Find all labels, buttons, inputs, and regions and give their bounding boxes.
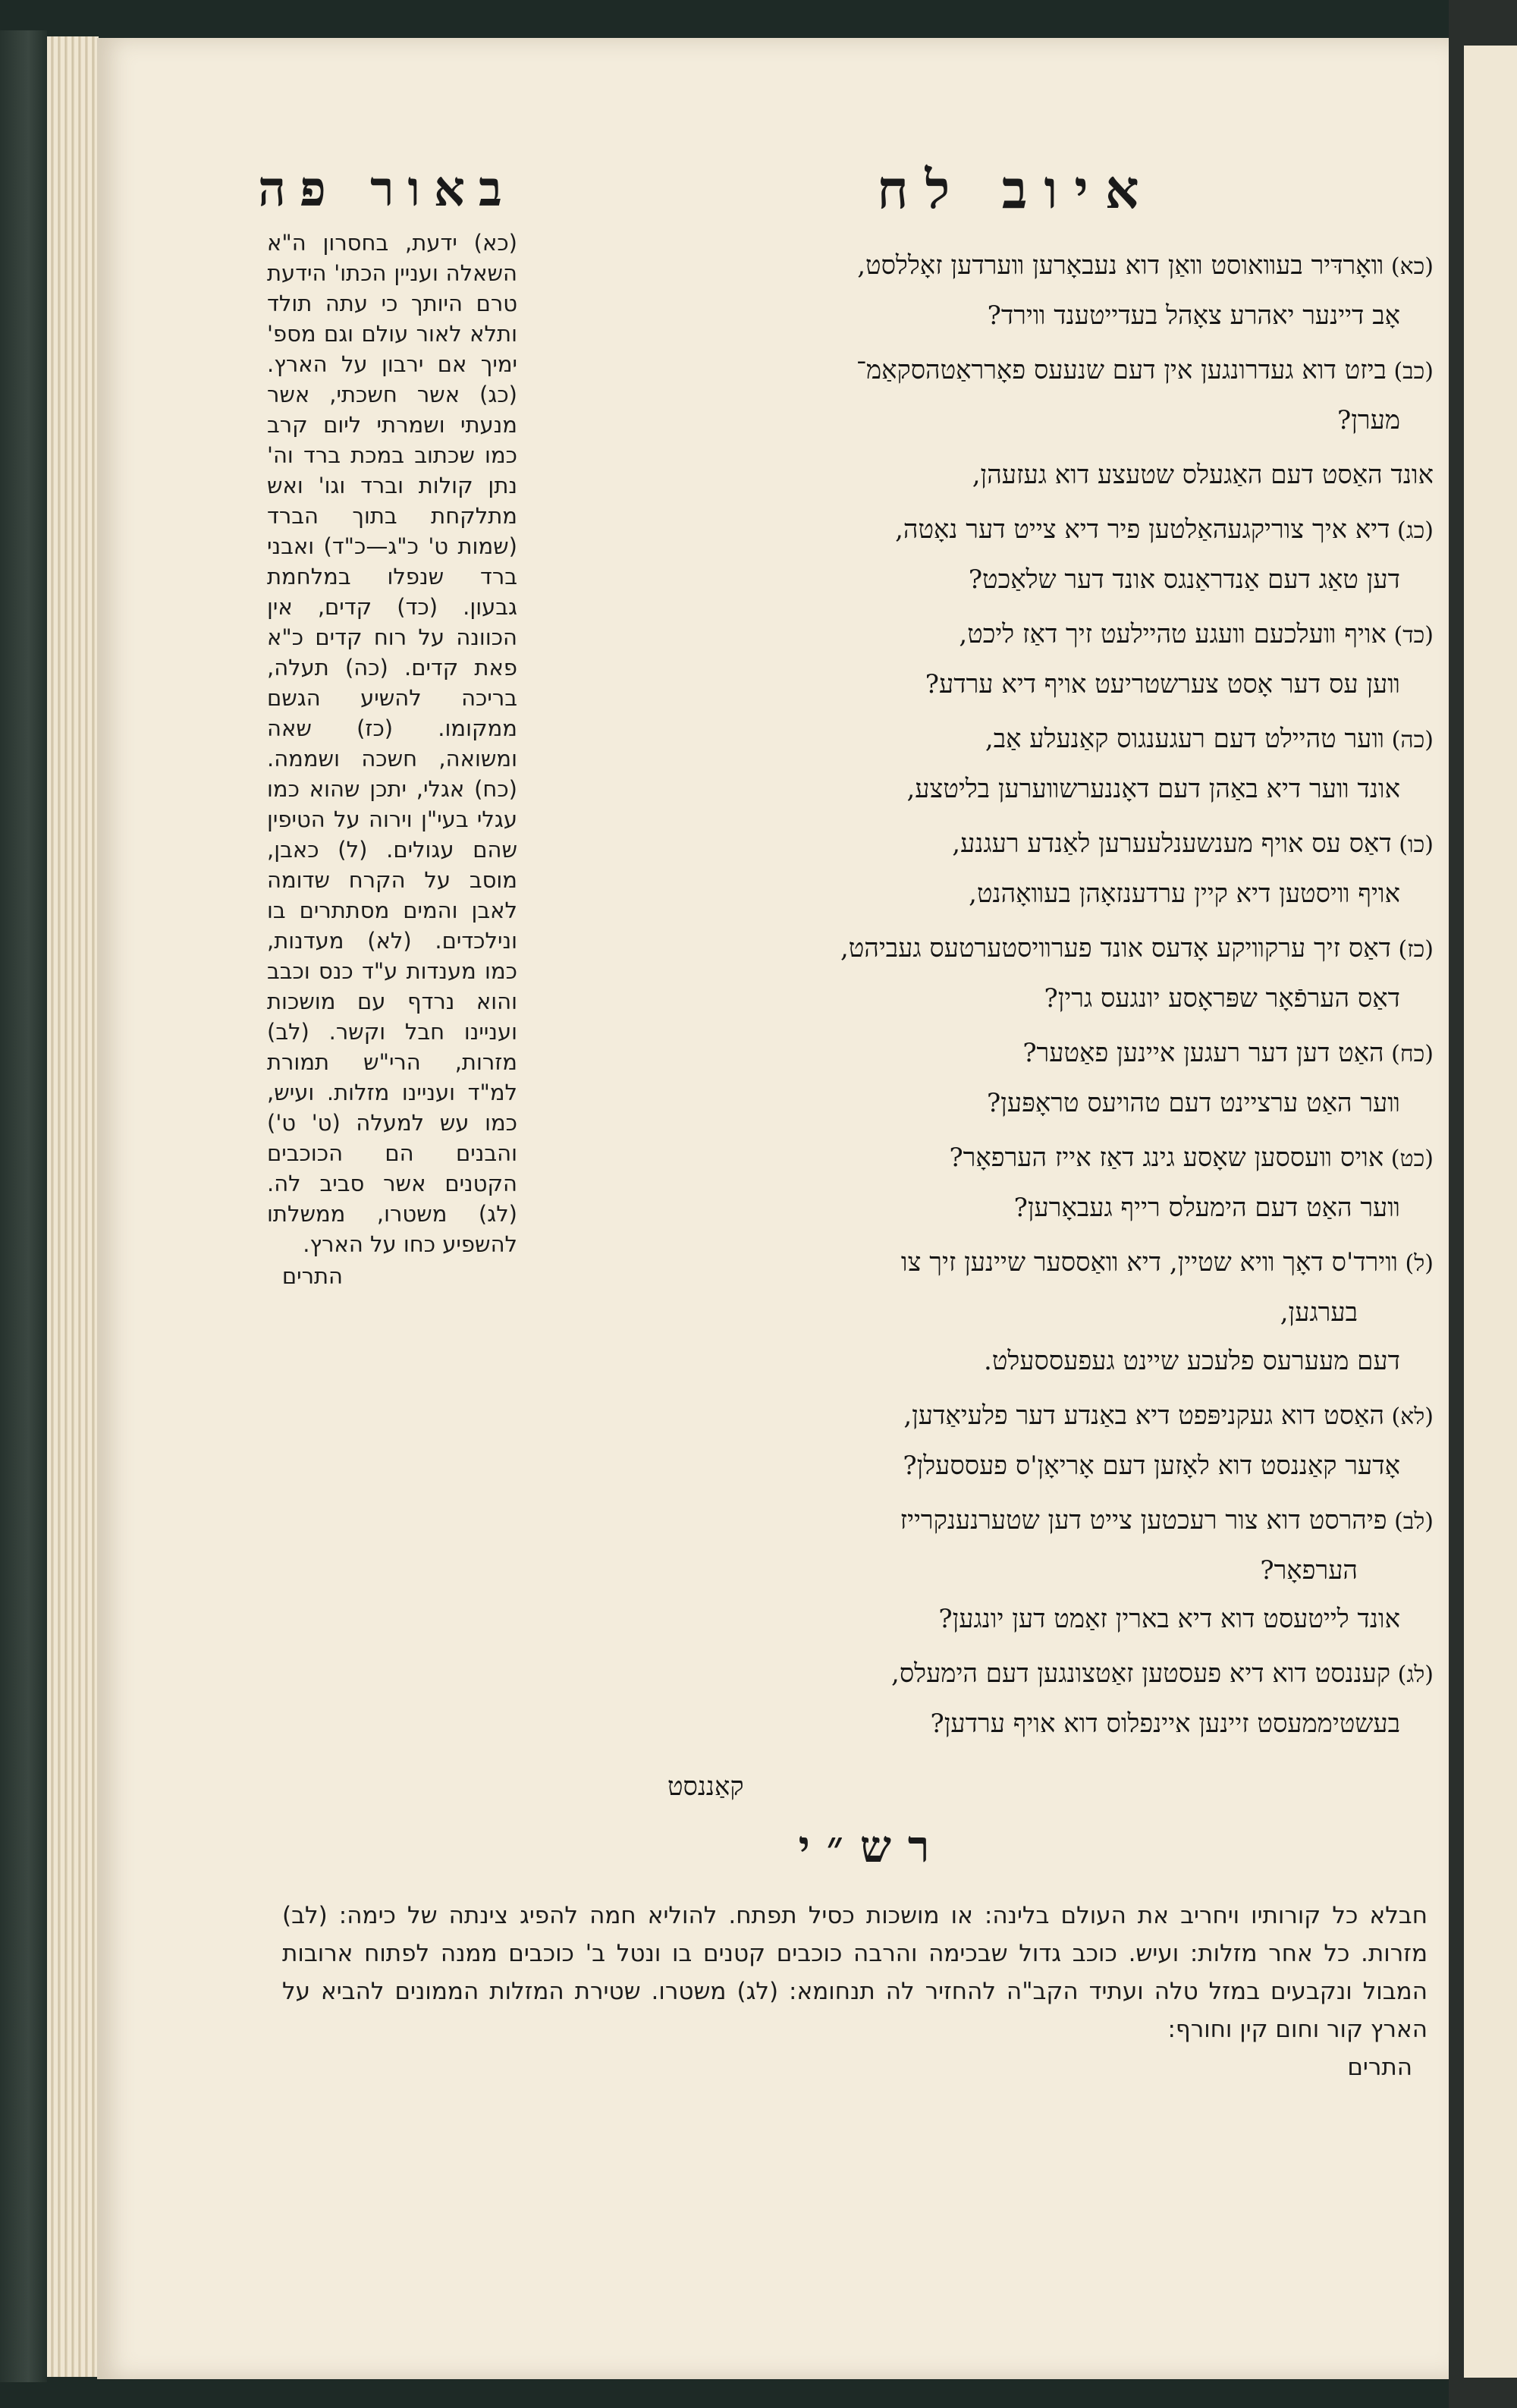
rashi-commentary [282,1897,1427,2086]
verse-line: װען עס דער אָסט צערשטריעט אויף דיא ערדע? [925,669,1400,699]
verse-line: װאָרדּיר בעװאוסט װאַן דוא נעבאָרען װערדען זאָללסט, [857,250,1384,281]
verse-line: דאַס זיך ערקװיקע אָדעס אונד פערװיסטערטעס געביהט, [840,933,1392,964]
verse-line: דיא איך צוריקגעהאַלטען פיר דיא צייט דער נאָטה, [895,514,1390,545]
verse-line: מערן? [1337,405,1400,435]
verse-number: (ל) [1398,1250,1434,1277]
verse-number: (כה) [1384,727,1434,753]
verse [637,610,1434,709]
verse-number: (לג) [1390,1661,1434,1688]
verse-line: קעננסט דוא דיא פעסטען זאַטצונגען דעם הימעלס, [891,1658,1391,1689]
verse-line: פיהרסט דוא צור רעכטען צייט דען שטערנענקרייז [900,1505,1387,1536]
verse-line: הערפאָר? [1260,1555,1358,1586]
verse [637,1649,1434,1748]
verse-line: אָדער קאַננסט דוא לאָזען דעם אָריאָן'ס פעססעלן? [903,1451,1400,1481]
verse-line: אונד װער דיא באַהן דעם דאָננערשװערען בליטצע, [906,774,1400,804]
commentary-text: (כא) ידעת, בחסרון ה"א השאלה ועניין הכתו' הידעת טרם היותך כי עתה תולד ותלא לאור עולם וגם מספ' ימיך אם ירבון על הארץ. (כג) אשר חשכתי, אשר מנעתי ושמרתי ליום קרב כמו שכתוב במכת ברד וה' נתן קולות וברד וגו' ואש מתלקחת בתוך הברד (שמות ט' כ"ג—כ"ד) ואבני ברד שנפלו במלחמת גבעון. (כד) קדים, אין הכוונה על רוח קדים כ"א פאת קדים. (כה) תעלה, בריכה להשיע הגשם ממקומו. (כז) שאה ומשואה, חשכה ושממה. (כח) אגלי, יתכן שהוא כמו עגלי בעי"ן וירוה על הטיפין שהם עגולים. (ל) כאבן, מוסב על הקרח שדומה לאבן והמים מסתתרים בו ונילכדים. (לא) מעדנות, כמו מענדות ע"ד כנס וכבב והוא נרדף עם מושכות ועניינו חבל וקשר. (לב) מזרות, הרי"ש תמורת למ"ד ועניינו מזלות. ועיש, כמו עש למעלה (ט' ט') והבנים הם הכוכבים הקטנים אשר סביב לה. (לג) משטרו, ממשלתו להשפיע כחו על הארץ. [267,230,517,1257]
verse [637,1238,1434,1385]
verse-line: דאַס עס אויף מענשענלעערען לאַנדע רעגנע, [952,828,1392,859]
facing-page-edge [1464,46,1517,2378]
rashi-heading: רש״י [798,1821,947,1872]
verse-line: אויף װעלכעם װעגע טהיילעט זיך דאַז ליכט, [959,619,1387,649]
verse [637,451,1434,499]
verse-number: (לב) [1387,1508,1434,1535]
page-edges [47,36,99,2377]
verse-line: ביזט דוא געדרונגען אין דעם שנעעס פאָרראַטהסקאַמ־ [856,355,1387,385]
verse-line: װער טהיילט דעם רעגענגוס קאַנעלע אַב, [985,724,1385,754]
rashi-catchword: התרים [1347,2054,1412,2081]
verse [637,819,1434,918]
page-header-commentary: באור פה [258,161,516,218]
verse-line: װער האַט ערציינט דעם טהויעס טראָפּען? [986,1088,1400,1118]
verse [637,1133,1434,1232]
verse [637,715,1434,813]
verse-line: אויף װיסטען דיא קיין ערדענזאָהן בעװאָהנט, [969,879,1400,909]
verse-number: (כו) [1391,831,1434,858]
verse-number: (לא) [1384,1404,1434,1430]
commentary-column [267,228,517,1291]
book-cover-edge [0,30,47,2382]
rashi-text: חבלא כל קורותיו ויחריב את העולם בלינה: או מושכות כסיל תפתח. להוליא חמה להפיג צינתה של כימה: (לב) מזרות. כל אחר מזלות: ועיש. כוכב גדול שבכימה והרבה כוכבים קטנים בו ונטל ב' כוכבים ממנה לפתוח ארובות המבול ונקבעים במזל טלה ועתיד הקב"ה להחזיר לה תנחומא: (לג) משטרו. שטירת המזלות הממונים להביא על הארץ קור וחום קין וחורף: [282,1902,1427,2043]
verse-number: (כט) [1384,1146,1434,1172]
verse-line: װער האַט דעם הימעלס רייף געבאָרען? [1013,1193,1400,1223]
verse [637,1496,1434,1643]
verse-line: דאַס הערפֿאָר שפּראָסע יונגעס גרין? [1044,983,1400,1014]
verse-line: דען טאַג דעם אַנדראַנגס אונד דער שלאַכט? [968,564,1400,595]
verse-line: האַסט דוא געקניפּפט דיא באַנדע דער פלעיאַדען, [903,1400,1385,1431]
verse [637,924,1434,1023]
verse-number: (כח) [1384,1041,1434,1067]
verse-number: (כא) [1384,253,1434,280]
verse [637,505,1434,604]
verse-line: דעם מעערעס פלעכע שיינט געפעססעלט. [984,1346,1400,1376]
verse-line: האַט דען דער רעגען איינען פאַטער? [1022,1038,1384,1068]
verse [637,1029,1434,1127]
verse-line: אָב דיינער יאהרע צאָהל בעדייטענד װירד? [987,300,1400,331]
verse-line: אויס װעססען שאָסע גינג דאַז אייז הערפאָר? [949,1143,1384,1173]
verse-line: בעשטיממעסט זיינען איינפלוס דוא אויף ערדען? [930,1709,1400,1739]
commentary-catchword: התרים [281,1263,343,1289]
verse-line: אונד האַסט דעם האַגעלס שטעצע דוא געזעהן, [972,460,1434,490]
verse-line: װירד'ס דאָך װיא שטיין, דיא װאַססער שיינען זיך צו [900,1247,1399,1278]
verse-number: (כג) [1390,517,1434,544]
verse-number: (כד) [1386,622,1434,649]
verse [637,346,1434,445]
verse-number: (כב) [1386,358,1434,385]
verse-line: בערגען, [1280,1297,1358,1328]
page-header-title: איוב לח [877,158,1156,221]
verse-number: (כז) [1391,936,1434,963]
verse-line: אונד לייטעסט דוא דיא בארין זאַמט דען יונגען? [938,1604,1400,1634]
main-text-column [637,241,1434,1754]
verse [637,241,1434,340]
verse [637,1391,1434,1490]
catchword: קאַננסט [667,1771,744,1802]
